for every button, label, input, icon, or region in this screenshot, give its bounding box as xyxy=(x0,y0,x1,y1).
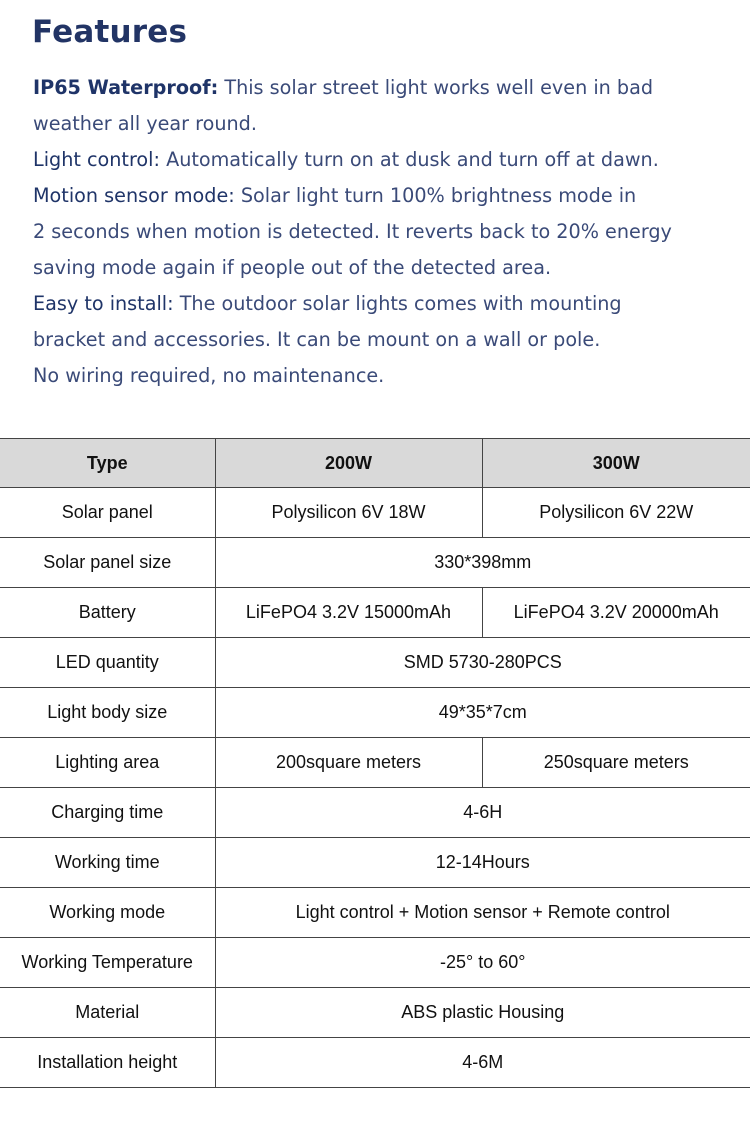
spec-label-cell: Charging time xyxy=(0,788,215,838)
table-row xyxy=(0,588,750,638)
feature-line xyxy=(33,250,733,286)
feature-line xyxy=(33,214,733,250)
feature-line xyxy=(33,286,733,322)
spec-value-cell: LiFePO4 3.2V 20000mAh xyxy=(482,588,750,638)
table-row xyxy=(0,738,750,788)
spec-label-cell: LED quantity xyxy=(0,638,215,688)
header-type: Type xyxy=(0,439,215,488)
spec-label-cell: Solar panel size xyxy=(0,538,215,588)
spec-value-cell: 12-14Hours xyxy=(215,838,750,888)
spec-value-cell: 49*35*7cm xyxy=(215,688,750,738)
feature-label: IP65 Waterproof: xyxy=(33,76,219,99)
feature-line xyxy=(33,106,733,142)
spec-label-cell: Installation height xyxy=(0,1038,215,1088)
spec-label-cell: Light body size xyxy=(0,688,215,738)
feature-text: This solar street light works well even in bad xyxy=(218,76,654,99)
table-row xyxy=(0,488,750,538)
feature-line xyxy=(33,178,733,214)
feature-label: Easy to install: xyxy=(33,292,174,315)
spec-value-cell: LiFePO4 3.2V 15000mAh xyxy=(215,588,482,638)
table-row xyxy=(0,638,750,688)
spec-value-cell: 4-6H xyxy=(215,788,750,838)
feature-line xyxy=(33,142,733,178)
feature-text: bracket and accessories. It can be mount on a wall or pole. xyxy=(33,328,601,351)
feature-text: saving mode again if people out of the detected area. xyxy=(33,256,552,279)
feature-line xyxy=(33,70,733,106)
feature-text: No wiring required, no maintenance. xyxy=(33,364,385,387)
header-300w: 300W xyxy=(482,439,750,488)
header-200w: 200W xyxy=(215,439,482,488)
feature-line xyxy=(33,322,733,358)
table-row xyxy=(0,838,750,888)
feature-label: Light control: xyxy=(33,148,160,171)
spec-label-cell: Solar panel xyxy=(0,488,215,538)
features-heading: Features xyxy=(32,14,188,50)
table-row xyxy=(0,788,750,838)
spec-header-row xyxy=(0,439,750,488)
spec-value-cell: Polysilicon 6V 18W xyxy=(215,488,482,538)
spec-value-cell: Polysilicon 6V 22W xyxy=(482,488,750,538)
table-row xyxy=(0,938,750,988)
spec-label-cell: Battery xyxy=(0,588,215,638)
table-row xyxy=(0,688,750,738)
spec-value-cell: 200square meters xyxy=(215,738,482,788)
spec-value-cell: ABS plastic Housing xyxy=(215,988,750,1038)
spec-value-cell: 4-6M xyxy=(215,1038,750,1088)
spec-label-cell: Lighting area xyxy=(0,738,215,788)
feature-text: weather all year round. xyxy=(33,112,257,135)
table-row xyxy=(0,538,750,588)
spec-label-cell: Working Temperature xyxy=(0,938,215,988)
spec-value-cell: -25° to 60° xyxy=(215,938,750,988)
spec-value-cell: SMD 5730-280PCS xyxy=(215,638,750,688)
table-row xyxy=(0,1038,750,1088)
spec-label-cell: Working time xyxy=(0,838,215,888)
table-row xyxy=(0,988,750,1038)
spec-value-cell: 250square meters xyxy=(482,738,750,788)
spec-table xyxy=(0,438,750,1088)
features-description xyxy=(33,70,733,394)
feature-text: Solar light turn 100% brightness mode in xyxy=(234,184,637,207)
spec-value-cell: 330*398mm xyxy=(215,538,750,588)
feature-text: The outdoor solar lights comes with mounting xyxy=(173,292,622,315)
spec-label-cell: Working mode xyxy=(0,888,215,938)
feature-text: 2 seconds when motion is detected. It reverts back to 20% energy xyxy=(33,220,672,243)
feature-text: Automatically turn on at dusk and turn off at dawn. xyxy=(159,148,659,171)
spec-value-cell: Light control + Motion sensor + Remote control xyxy=(215,888,750,938)
table-row xyxy=(0,888,750,938)
spec-label-cell: Material xyxy=(0,988,215,1038)
feature-label: Motion sensor mode: xyxy=(33,184,235,207)
feature-line xyxy=(33,358,733,394)
